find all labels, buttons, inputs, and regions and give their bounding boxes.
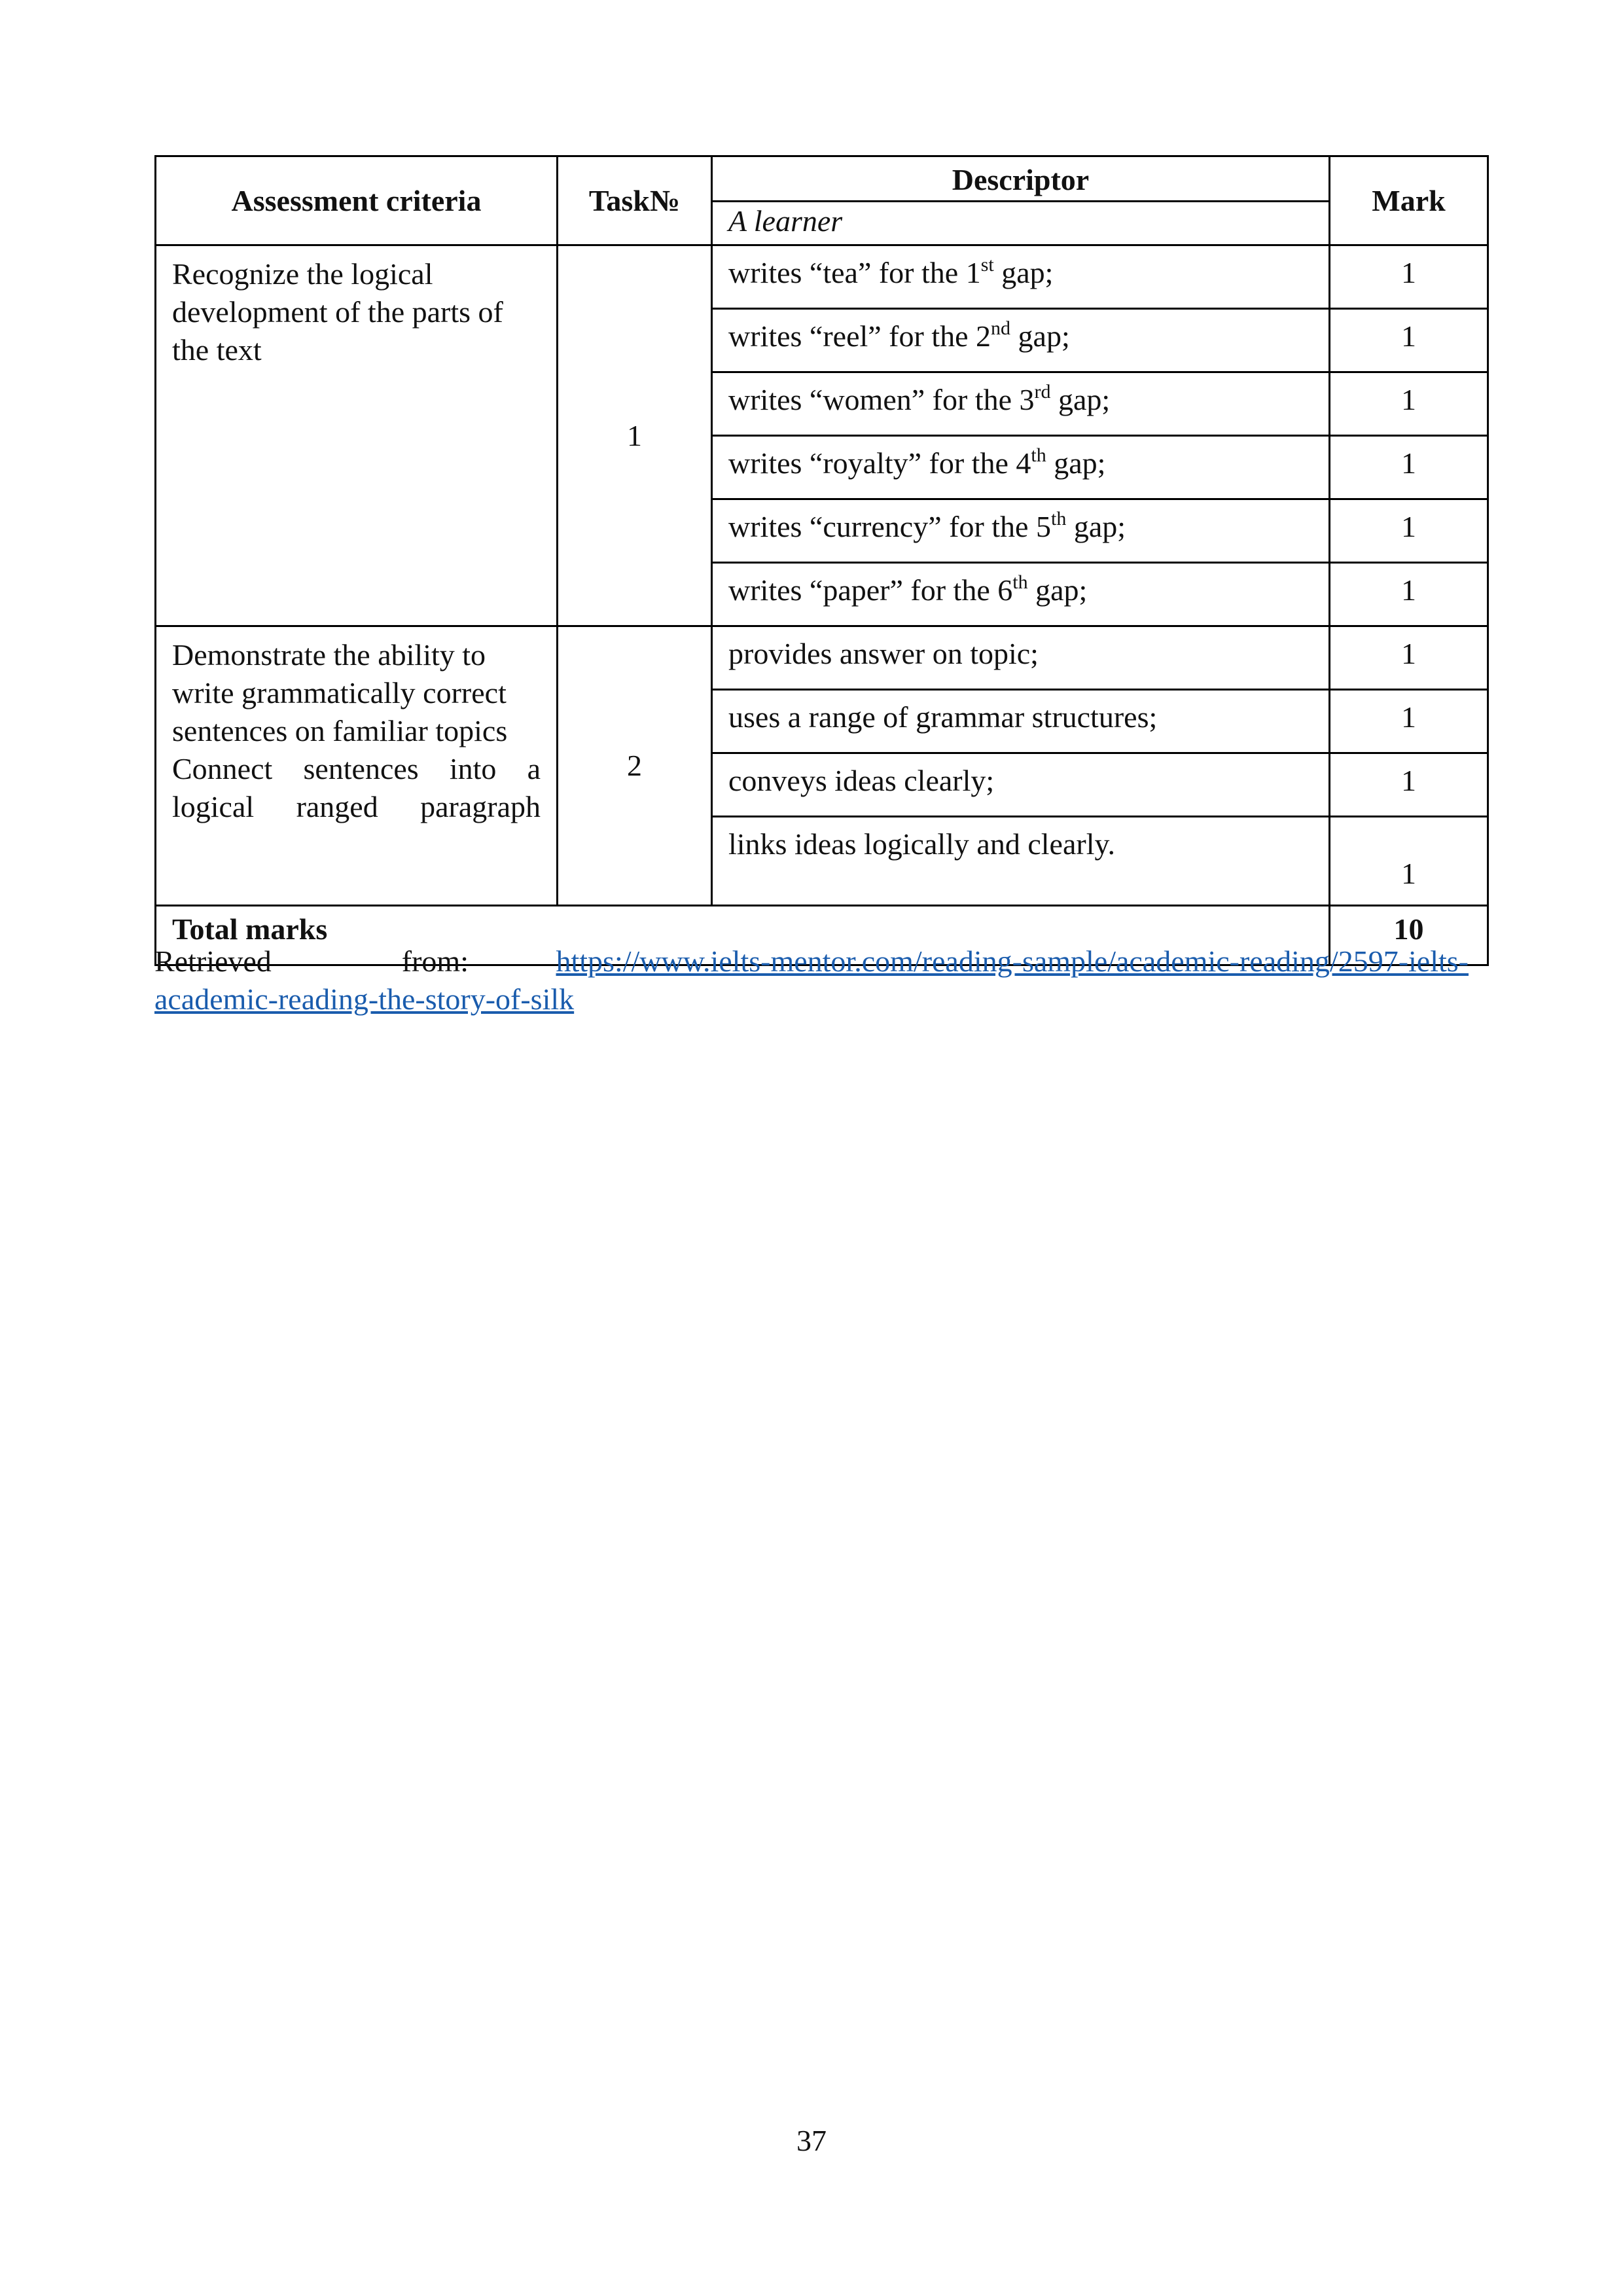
source-citation [154, 942, 1469, 1018]
table-row [156, 245, 1488, 309]
mark-cell: 1 [1330, 499, 1488, 563]
total-marks-value: 10 [1330, 906, 1488, 965]
descriptor-cell: writes “paper” for the 6th gap; [712, 563, 1330, 626]
mark-cell: 1 [1330, 817, 1488, 906]
criteria-cell [156, 626, 558, 906]
descriptor-cell: writes “reel” for the 2nd gap; [712, 309, 1330, 372]
criteria-text: Connect sentences into a logical ranged paragraph [172, 752, 541, 823]
mark-cell: 1 [1330, 690, 1488, 753]
header-mark: Mark [1330, 156, 1488, 245]
criteria-cell [156, 245, 558, 626]
descriptor-cell: links ideas logically and clearly. [712, 817, 1330, 906]
source-label: Retrieved from: [154, 944, 469, 978]
assessment-table [154, 155, 1489, 966]
total-marks-label: Total marks [156, 906, 1330, 965]
criteria-text: Demonstrate the ability to write grammatically correct sentences on familiar topics [172, 638, 508, 747]
table-row [156, 626, 1488, 690]
descriptor-cell: provides answer on topic; [712, 626, 1330, 690]
mark-cell: 1 [1330, 309, 1488, 372]
descriptor-cell: writes “royalty” for the 4th gap; [712, 436, 1330, 499]
mark-cell: 1 [1330, 626, 1488, 690]
descriptor-cell: writes “tea” for the 1st gap; [712, 245, 1330, 309]
mark-cell: 1 [1330, 245, 1488, 309]
criteria-text: Recognize the logical development of the parts of the text [172, 257, 503, 367]
source-link[interactable]: https://www.ielts-mentor.com/reading-sample/academic-reading/2597-ielts-academic-reading-the-story-of-silk [154, 944, 1469, 1016]
descriptor-cell: uses a range of grammar structures; [712, 690, 1330, 753]
mark-cell: 1 [1330, 436, 1488, 499]
mark-cell: 1 [1330, 372, 1488, 436]
page-number: 37 [796, 2124, 827, 2157]
header-descriptor: Descriptor [712, 156, 1330, 202]
descriptor-cell: writes “women” for the 3rd gap; [712, 372, 1330, 436]
header-assessment-criteria: Assessment criteria [156, 156, 558, 245]
header-descriptor-subtitle: A learner [712, 202, 1330, 245]
descriptor-cell: writes “currency” for the 5th gap; [712, 499, 1330, 563]
descriptor-cell: conveys ideas clearly; [712, 753, 1330, 817]
mark-cell: 1 [1330, 563, 1488, 626]
task-number-cell: 2 [558, 626, 712, 906]
mark-cell: 1 [1330, 753, 1488, 817]
task-number-cell: 1 [558, 245, 712, 626]
header-task-number: Task№ [558, 156, 712, 245]
